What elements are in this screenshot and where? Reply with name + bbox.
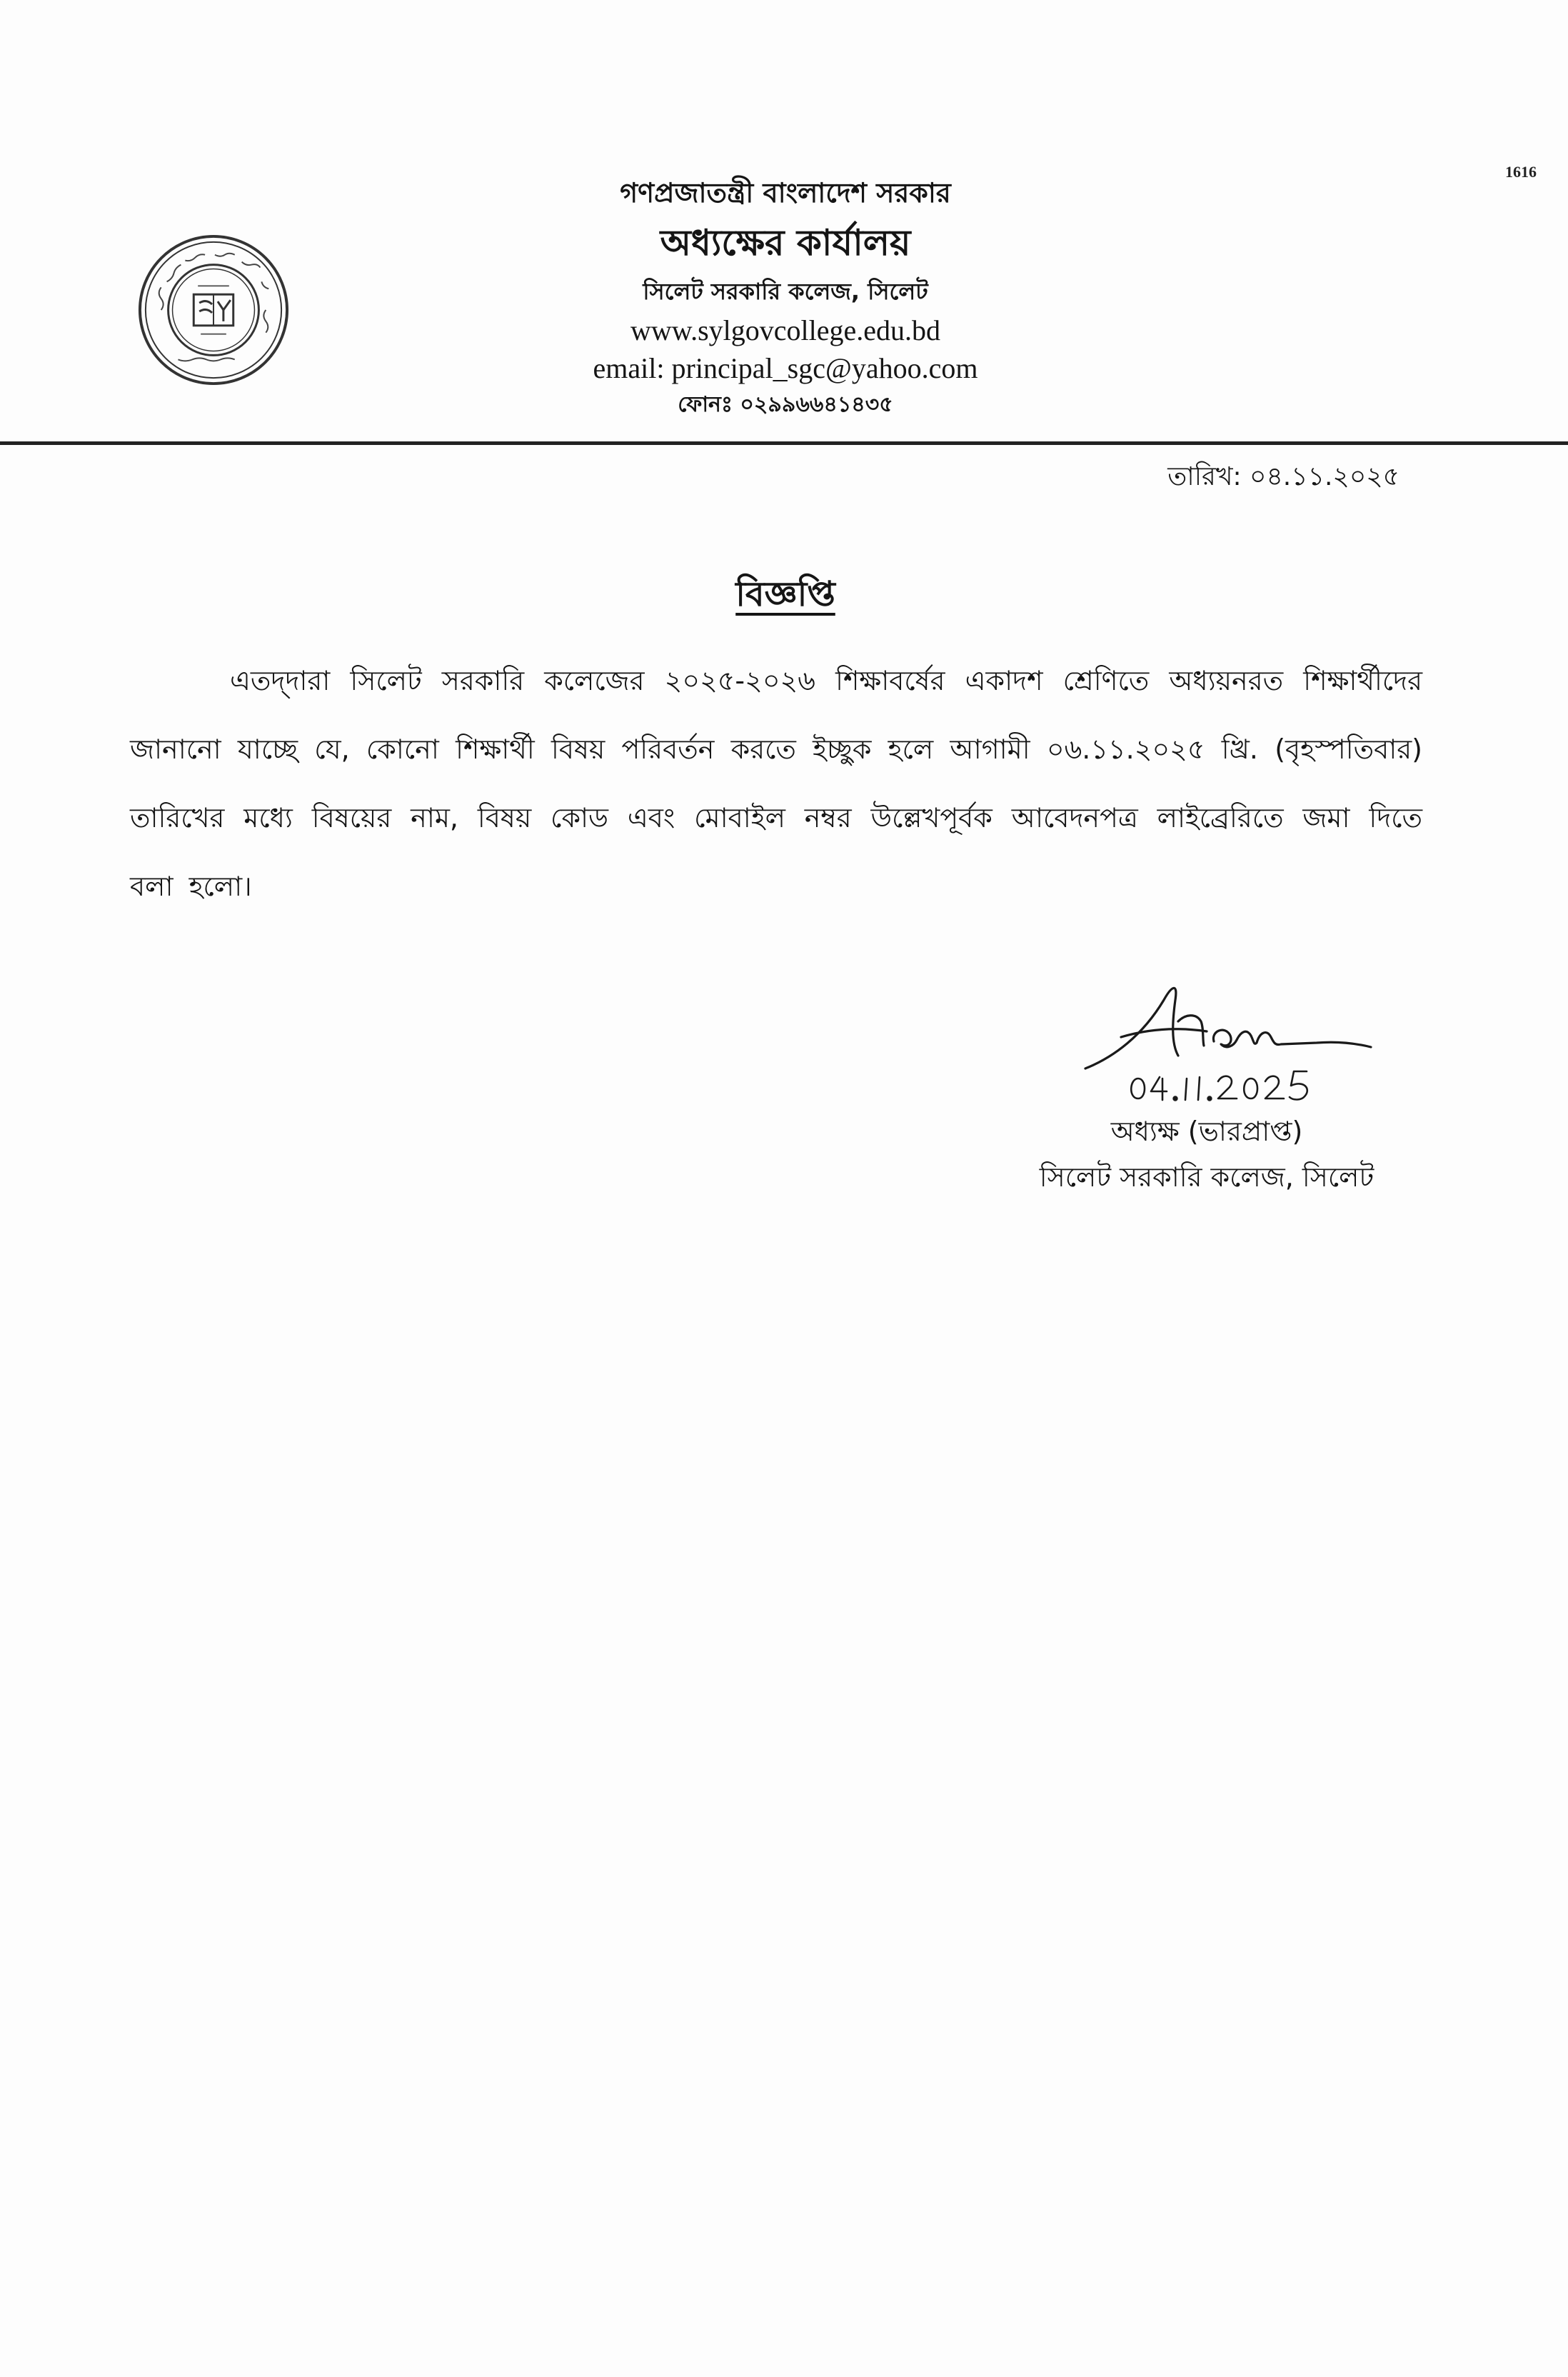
header-divider (0, 441, 1568, 445)
college-seal-icon (136, 232, 291, 388)
signatory-college: সিলেট সরকারি কলেজ, সিলেট (1039, 1161, 1374, 1193)
college-name: সিলেট সরকারি কলেজ, সিলেট (643, 278, 928, 305)
office-name: অধ্যক্ষের কার্যালয় (660, 222, 911, 264)
website: www.sylgovcollege.edu.bd (630, 314, 940, 346)
page-number: 1616 (1505, 163, 1537, 181)
government-name: গণপ্রজাতন্ত্রী বাংলাদেশ সরকার (620, 177, 951, 209)
handwritten-signature-icon (1071, 971, 1378, 1114)
notice-date: তারিখ: ০৪.১১.২০২৫ (1167, 462, 1399, 491)
notice-body: এতদ্‌দারা সিলেট সরকারি কলেজের ২০২৫-২০২৬ শিক্ষাবর্ষের একাদশ শ্রেণিতে অধ্যয়নরত শিক্ষার্থীদের জানানো যাচ্ছে যে, কোনো শিক্ষার্থী বিষয় পরিবর্তন করতে ইচ্ছুক হলে আগামী ০৬.১১.২০২৫ খ্রি. (বৃহস্পতিবার) তারিখের মধ্যে বিষয়ের নাম, বিষয় কোড এবং মোবাইল নম্বর উল্লেখপূর্বক আবেদনপত্র লাইব্রেরিতে জমা দিতে বলা হলো। (130, 665, 1422, 902)
email: email: principal_sgc@yahoo.com (593, 352, 978, 384)
letterhead (428, 171, 1142, 423)
notice-title-text: বিজ্ঞপ্তি (735, 574, 835, 614)
phone: ফোনঃ ০২৯৯৬৬৪১৪৩৫ (678, 392, 893, 417)
signatory-title: অধ্যক্ষ (ভারপ্রাপ্ত) (1110, 1116, 1303, 1147)
notice-title (628, 566, 943, 623)
